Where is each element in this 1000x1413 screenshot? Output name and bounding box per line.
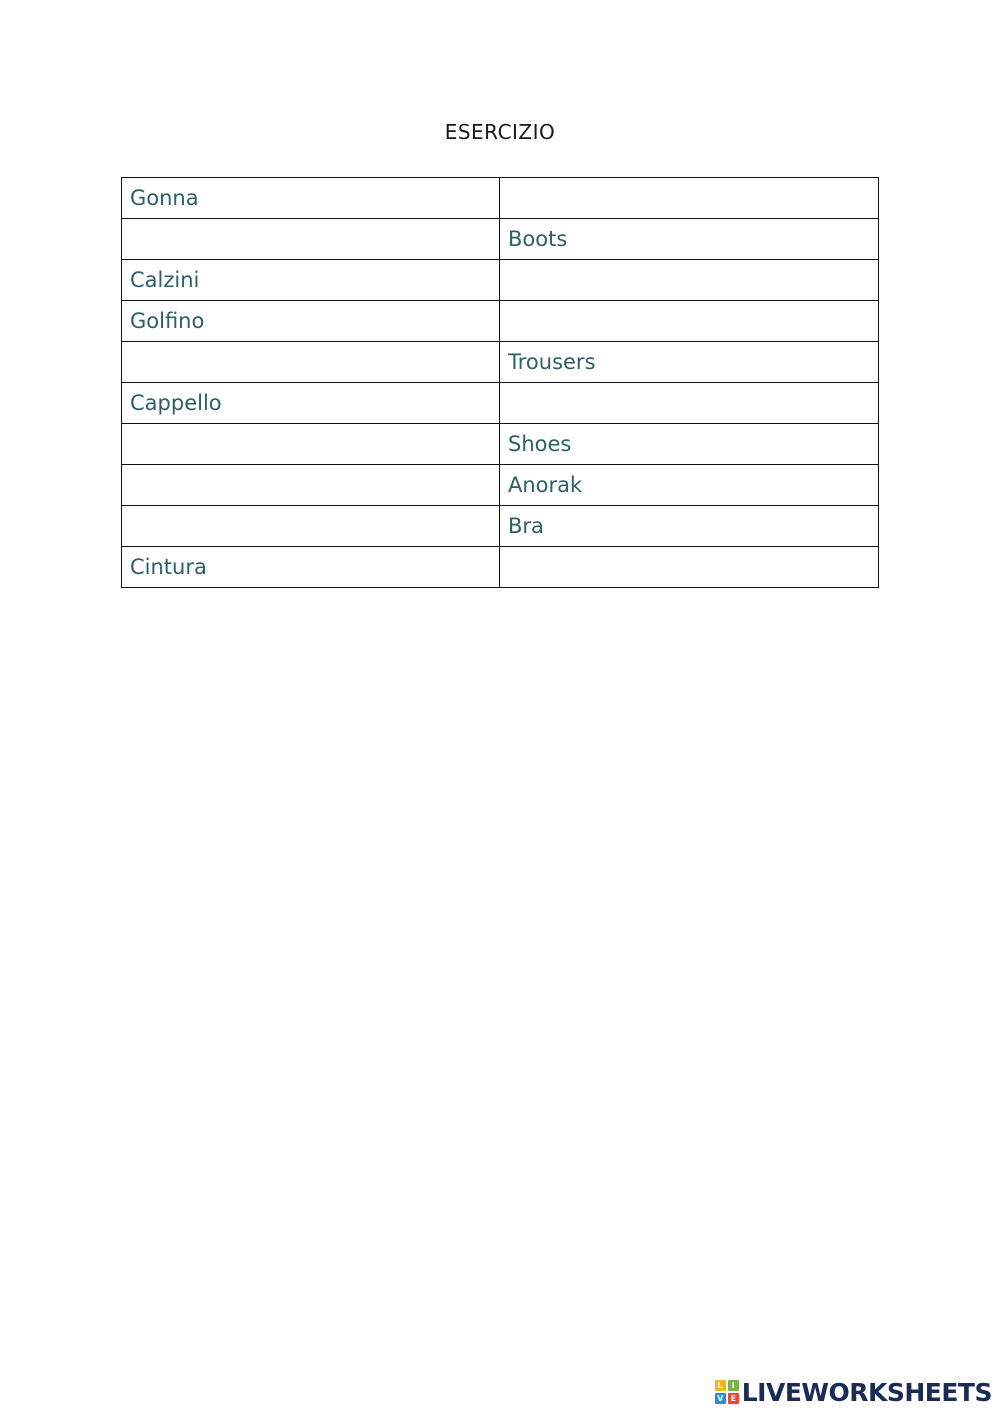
table-row xyxy=(122,424,879,465)
table-cell-italian xyxy=(122,424,500,465)
table-cell-italian: Cintura xyxy=(122,547,500,588)
table-cell-italian xyxy=(122,506,500,547)
logo-block-letter: E xyxy=(728,1393,739,1404)
table-cell-english: Anorak xyxy=(500,465,879,506)
table-cell-italian: Cappello xyxy=(122,383,500,424)
table-cell-english: Shoes xyxy=(500,424,879,465)
table-cell-italian xyxy=(122,465,500,506)
table-row xyxy=(122,301,879,342)
table-row xyxy=(122,506,879,547)
table-cell-italian: Gonna xyxy=(122,178,500,219)
table-cell-english xyxy=(500,301,879,342)
logo-blocks-icon xyxy=(715,1380,739,1404)
table-cell-english xyxy=(500,178,879,219)
table-cell-italian: Golfino xyxy=(122,301,500,342)
table-cell-english: Trousers xyxy=(500,342,879,383)
liveworksheets-logo xyxy=(715,1377,992,1407)
table-row xyxy=(122,178,879,219)
table-row xyxy=(122,219,879,260)
table-cell-english: Bra xyxy=(500,506,879,547)
logo-block-letter: V xyxy=(715,1393,726,1404)
table-cell-english xyxy=(500,260,879,301)
table-row xyxy=(122,260,879,301)
table-cell-english: Boots xyxy=(500,219,879,260)
table-cell-italian xyxy=(122,219,500,260)
logo-block-letter: L xyxy=(715,1380,726,1391)
page-title: ESERCIZIO xyxy=(444,120,556,144)
table-row xyxy=(122,547,879,588)
table-row xyxy=(122,342,879,383)
table-cell-english xyxy=(500,383,879,424)
table-cell-italian xyxy=(122,342,500,383)
table-cell-english xyxy=(500,547,879,588)
table-row xyxy=(122,465,879,506)
logo-block-letter: I xyxy=(728,1380,739,1391)
exercise-table xyxy=(121,177,879,588)
logo-text: LIVEWORKSHEETS xyxy=(741,1377,992,1407)
table-row xyxy=(122,383,879,424)
table-cell-italian: Calzini xyxy=(122,260,500,301)
